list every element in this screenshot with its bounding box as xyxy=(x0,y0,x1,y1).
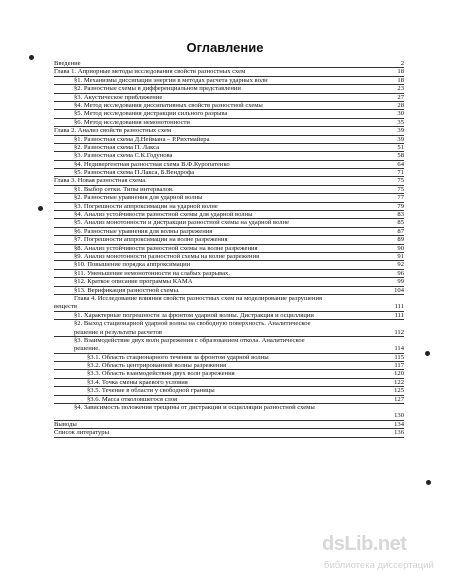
toc-entry: Глава 4. Исследование влияния свойств разностных схем на моделирование разрушения xyxy=(74,294,323,302)
margin-dot xyxy=(425,351,430,356)
margin-dot xyxy=(38,206,43,211)
toc-entry: §1. Характерные погрешности за фронтом ударной волны. Дистракция и осцилляции 111 xyxy=(54,312,404,320)
toc-entry: §12. Краткое описание программы КАМА 99 xyxy=(54,278,404,286)
margin-dot xyxy=(426,480,431,485)
toc-entry: §9. Анализ монотонности разностной схемы на волне разрежения 91 xyxy=(54,253,404,261)
toc-entry: Выводы 134 xyxy=(54,420,404,428)
toc-entry: §1. Выбор сетки. Типы интервалов. 75 xyxy=(54,186,404,194)
toc-entry: §3. Акустическое приближение 27 xyxy=(54,94,404,102)
toc-entry: §10. Повышение порядка аппроксимации 92 xyxy=(54,261,404,269)
toc-entry: §5. Метод исследования дистракции сильного разрыва 30 xyxy=(54,110,404,118)
toc-entry: §8. Анализ устойчивости разностной схемы на волне разрежения 90 xyxy=(54,245,404,253)
toc-entry: §3.2. Область центрированной волны разрежения 117 xyxy=(54,362,404,370)
dslib-watermark xyxy=(322,533,440,575)
toc-entry: §4. Метод исследования диссипативных свойств разностной схемы 28 xyxy=(54,102,404,110)
toc-entry: §3.4. Точка смены краевого условия 122 xyxy=(54,379,404,387)
toc-entry: §2. Разностные схемы в дифференциальном представлении 23 xyxy=(54,85,404,93)
toc-entry: §3. Погрешности аппроксимации на ударной волне 79 xyxy=(54,203,404,211)
watermark-logo: dsLib.net xyxy=(322,533,407,555)
toc-entry: §4. Недивергентная разностная схема В.Ф.Куропатенко 64 xyxy=(54,161,404,169)
toc-entry: Глава 1. Априорные методы исследования свойств разностных схем 18 xyxy=(54,68,404,76)
toc-entry: веществ 111 xyxy=(54,303,404,311)
margin-dot xyxy=(29,55,34,60)
toc-entry: решение. 114 xyxy=(54,345,404,353)
toc-entry: §3.5. Течение в области у свободной границы 125 xyxy=(54,387,404,395)
toc-entry: Глава 3. Новая разностная схема. 75 xyxy=(54,177,404,185)
toc-entry: Список литературы 136 xyxy=(54,429,404,437)
toc-entry: §1. Разностная схема Д.Неймана – Р.Рихтмайера 39 xyxy=(54,136,404,144)
toc-entry: решение и результаты расчетов 112 xyxy=(54,329,404,337)
watermark-subtitle: библиотека диссертаций xyxy=(324,560,434,571)
toc-entry: §2. Разностные уравнения для ударной волны 77 xyxy=(54,194,404,202)
toc-entry: §6. Разностные уравнения для волны разрежения 87 xyxy=(54,228,404,236)
toc-entry: Введение 2 xyxy=(54,60,404,67)
toc-entry: §3.1. Область стационарного течения за фронтом ударной волны 115 xyxy=(54,354,404,362)
toc-entry: §13. Верификация разностной схемы. 104 xyxy=(54,287,404,295)
toc-entry: §2. Разностная схема П. Лакса 51 xyxy=(54,144,404,152)
toc-entry: §3.3. Область взаимодействия двух волн разрежения 120 xyxy=(54,370,404,378)
toc-entry: §5. Разностная схема П.Лакса, Б.Вендрофа 71 xyxy=(54,169,404,177)
toc-entry: §6. Метод исследования немонотонности 35 xyxy=(54,119,404,127)
toc-entry: §3. Разностная схема С.К.Годунова 58 xyxy=(54,152,404,160)
toc-entry: Глава 2. Анализ свойств разностных схем 39 xyxy=(54,127,404,135)
table-of-contents xyxy=(54,60,404,438)
toc-entry: §3. Взаимодействие двух волн разрежения с образованием откола. Аналитическое xyxy=(74,336,305,344)
toc-entry: §2. Выход стационарной ударной волны на свободную поверхность. Аналитическое xyxy=(74,320,311,328)
toc-entry: 130 xyxy=(54,412,404,420)
toc-entry: §5. Анализ монотонности и дистракции разностной схемы на ударной волне 85 xyxy=(54,219,404,227)
toc-entry: §4. Анализ устойчивости разностной схемы для ударной волны 83 xyxy=(54,211,404,219)
toc-entry: §7. Погрешности аппроксимации на волне разрежения 89 xyxy=(54,236,404,244)
toc-entry: §4. Зависимость положения трещины от дистракции и осцилляции разностной схемы xyxy=(74,404,315,412)
page-title: Оглавление xyxy=(186,40,264,55)
toc-entry: §3.6. Масса отколовшегося слоя 127 xyxy=(54,396,404,404)
toc-entry: §11. Уменьшение немонотонности на слабых разрывах. 96 xyxy=(54,270,404,278)
toc-entry: §1. Механизмы диссипации энергии в методах расчета ударных волн 18 xyxy=(54,77,404,85)
